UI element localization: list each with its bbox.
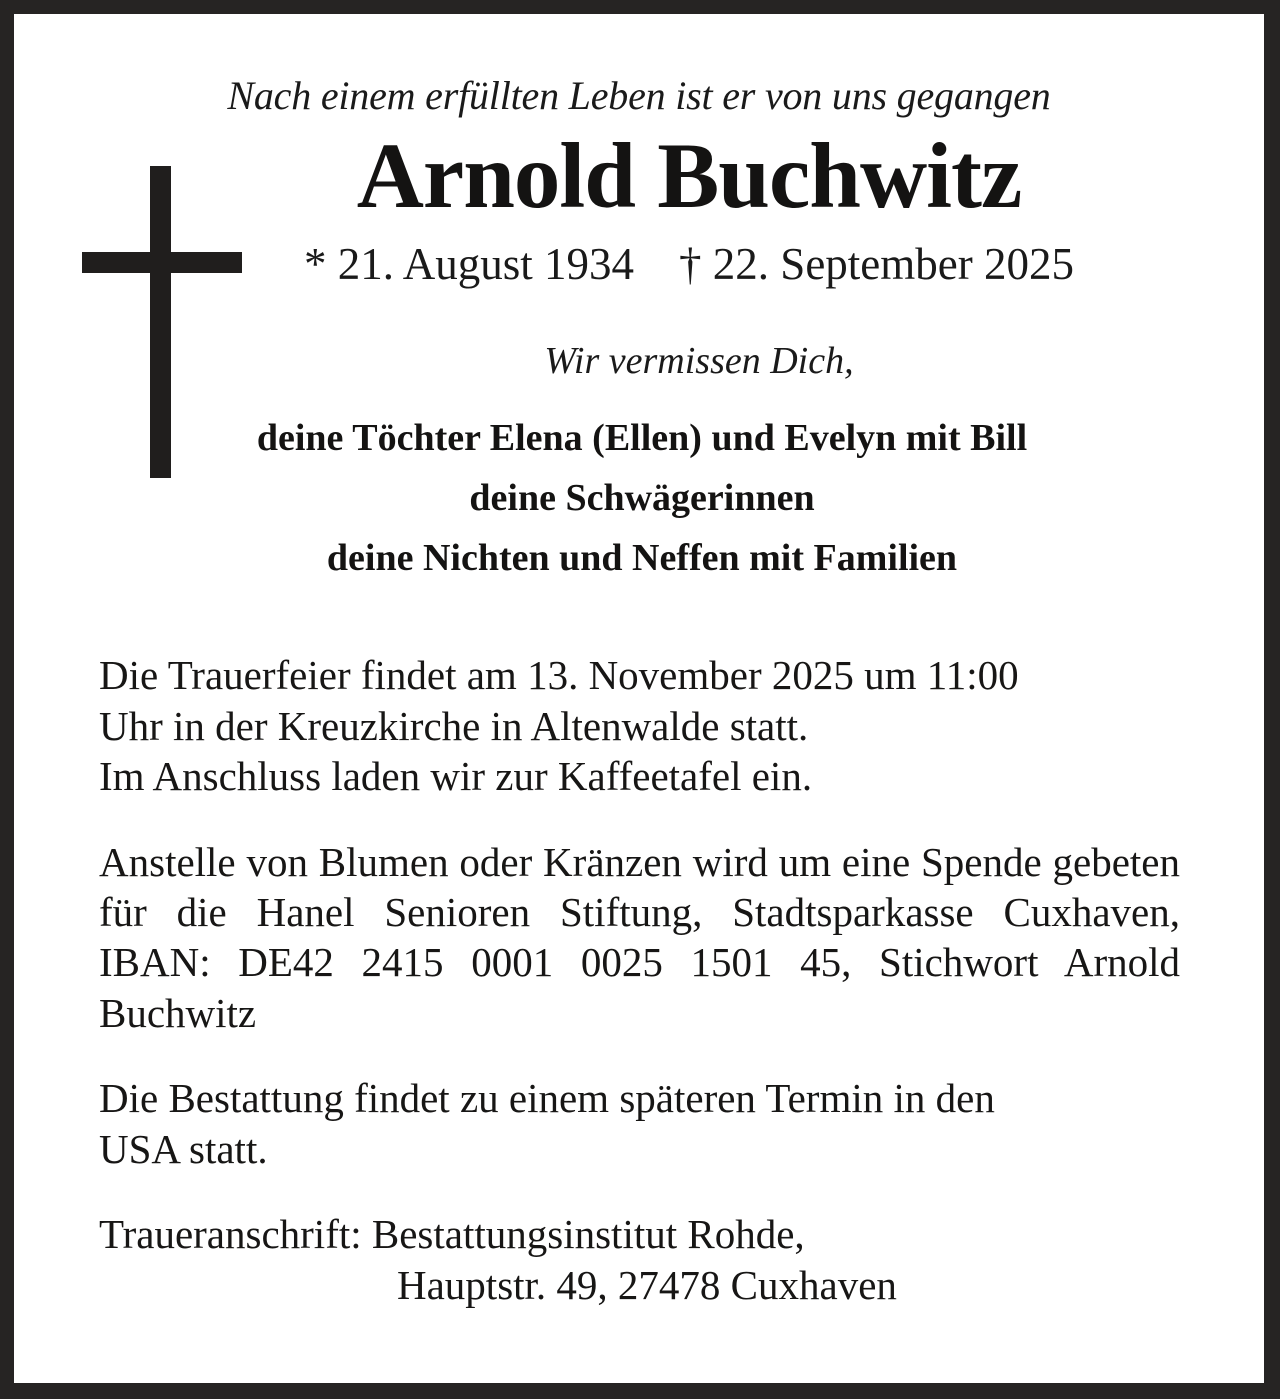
body-text [14,650,1264,1310]
burial-line: USA statt. [99,1125,268,1172]
cross-vertical-bar [150,166,171,478]
survivor-line: deine Töchter Elena (Ellen) und Evelyn mit Bill [256,417,1028,460]
epigraph-text: Nach einem erfüllten Leben ist er von uns gegangen [227,73,1051,118]
contact-line: Traueranschrift: Bestattungsinstitut Rohde, [99,1211,805,1258]
contact-paragraph [99,1209,1180,1310]
notice-sheet [14,14,1264,1383]
burial-line: Die Bestattung findet zu einem späteren Termin in den [99,1075,995,1122]
deceased-name: Arnold Buchwitz [356,125,1022,228]
cross-horizontal-bar [82,252,242,273]
christian-cross-icon [82,166,242,478]
donation-paragraph: Anstelle von Blumen oder Kränzen wird um eine Spende gebeten für die Hanel Senioren Stiftung, Stadtsparkasse Cuxhaven, IBAN: DE42 2415 0001 0025 1501 45, Stichwort Arnold Buchwitz [99,838,1180,1036]
ceremony-line: Die Trauerfeier findet am 13. November 2025 um 11:00 [99,652,1019,699]
ceremony-line: Uhr in der Kreuzkirche in Altenwalde statt. [99,702,809,749]
life-dates: * 21. August 1934 † 22. September 2025 [304,239,1074,289]
mourning-line: Wir vermissen Dich, [544,340,854,383]
survivor-line: deine Nichten und Neffen mit Familien [326,537,958,580]
ceremony-paragraph [99,650,1180,801]
ceremony-line: Im Anschluss laden wir zur Kaffeetafel ein. [99,753,813,800]
survivor-line: deine Schwägerinnen [469,477,815,520]
contact-address-line: Hauptstr. 49, 27478 Cuxhaven [397,1261,897,1308]
burial-paragraph [99,1073,1180,1174]
